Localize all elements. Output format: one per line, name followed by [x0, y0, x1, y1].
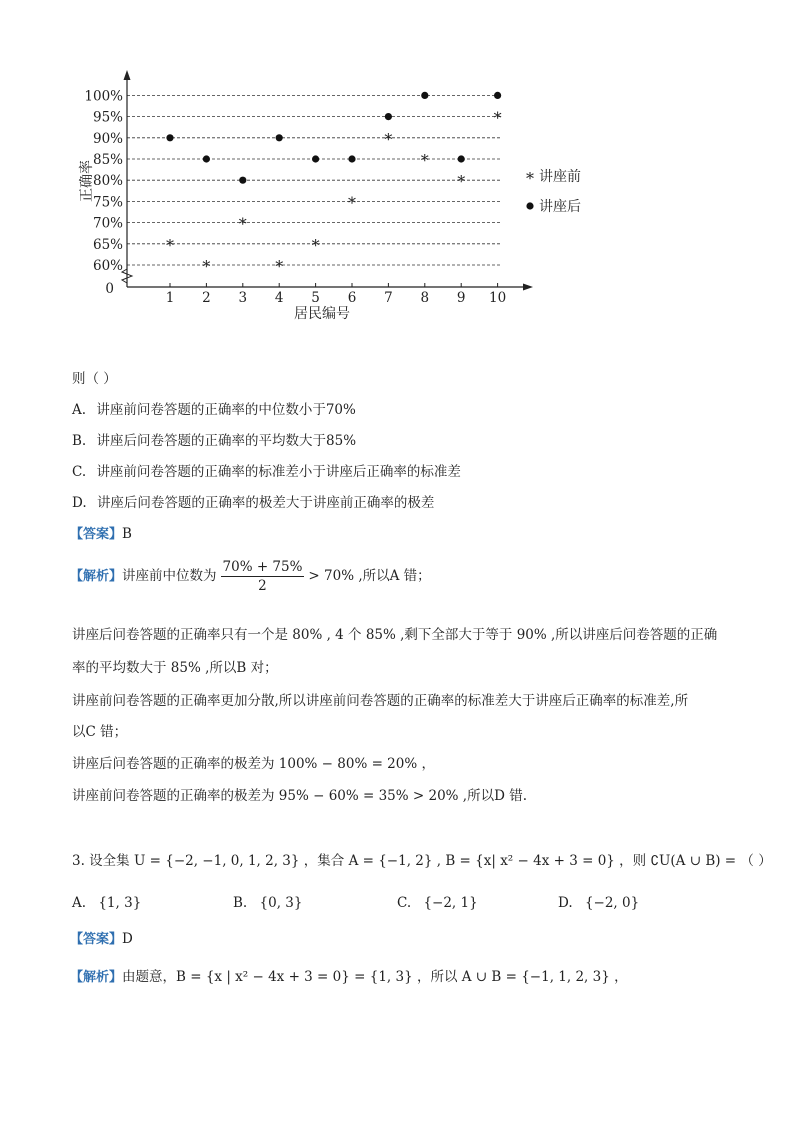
y-axis-arrow — [124, 70, 131, 80]
before-lecture-point: * — [166, 235, 174, 255]
option-text: 讲座后问卷答题的正确率的平均数大于85% — [96, 433, 357, 449]
after-lecture-point — [276, 134, 283, 141]
after-lecture-point — [166, 134, 173, 141]
fraction-denominator: 2 — [258, 578, 267, 594]
answer-value: D — [122, 931, 133, 947]
y-zero-label: 0 — [105, 281, 114, 297]
legend-before-marker: * — [526, 169, 534, 188]
q2-option-a — [72, 401, 356, 419]
x-tick-label: 5 — [311, 290, 320, 306]
x-axis-label: 居民编号 — [294, 306, 350, 322]
x-tick-label: 8 — [420, 290, 430, 306]
q3-option-d — [558, 894, 639, 912]
before-lecture-point: * — [202, 257, 211, 276]
y-tick-label: 95% — [92, 109, 123, 126]
q2-analysis-line-3a: 讲座前问卷答题的正确率更加分散,所以讲座前问卷答题的正确率的标准差大于讲座后正确率的标准差,所 — [72, 693, 689, 709]
option-text: {−2, 1} — [423, 895, 478, 911]
after-lecture-point — [421, 92, 428, 99]
q3-option-b — [233, 894, 302, 912]
analysis-text: > 70% ,所以A 错； — [308, 568, 431, 584]
option-letter: A. — [72, 895, 87, 911]
before-lecture-point: * — [311, 235, 320, 255]
option-letter: C. — [397, 895, 412, 911]
option-text: 讲座前问卷答题的正确率的中位数小于70% — [96, 402, 356, 418]
option-text: 讲座后问卷答题的正确率的极差大于讲座前正确率的极差 — [96, 495, 435, 511]
legend-after-label: 讲座后 — [539, 199, 581, 215]
before-lecture-point: * — [384, 129, 393, 149]
after-lecture-point — [385, 113, 392, 120]
q3-option-a — [72, 894, 141, 912]
y-tick-label: 75% — [92, 194, 123, 211]
option-text: {1, 3} — [98, 895, 142, 911]
x-tick-label: 6 — [347, 290, 357, 306]
option-text: {0, 3} — [259, 895, 303, 911]
y-tick-label: 90% — [92, 130, 123, 147]
before-lecture-point: * — [275, 257, 284, 276]
option-letter: B. — [233, 895, 248, 911]
y-tick-label: 70% — [92, 215, 123, 232]
answer-tag: 【答案】 — [70, 527, 123, 542]
answer-value: B — [122, 526, 132, 542]
before-lecture-point: * — [348, 193, 356, 213]
option-letter: B. — [72, 433, 87, 449]
q3-answer — [70, 930, 133, 949]
q2-analysis-line-4: 讲座后问卷答题的正确率的极差为 100% − 80% = 20% ， — [72, 756, 435, 772]
y-tick-label: 65% — [92, 236, 123, 253]
x-axis-arrow — [523, 284, 533, 291]
before-lecture-point: * — [238, 214, 247, 234]
x-tick-label: 10 — [489, 290, 507, 306]
q2-analysis-line-3b: 以C 错； — [72, 724, 128, 740]
q2-analysis-line-2b: 率的平均数大于 85% ,所以B 对； — [72, 660, 278, 676]
y-tick-label: 85% — [92, 152, 123, 168]
q3-stem: 3. 设全集 U = {−2, −1, 0, 1, 2, 3} ，集合 A = {−1, 2} , B = {x| x² − 4x + 3 = 0} ，则 ∁U(A ∪ B) = （ ） — [72, 853, 772, 869]
y-axis-label: 正确率 — [79, 160, 95, 202]
after-lecture-point — [494, 92, 501, 99]
fraction-numerator: 70% + 75% — [222, 559, 303, 575]
after-lecture-point — [239, 177, 246, 184]
y-tick-label: 80% — [92, 173, 123, 190]
q2-option-b — [72, 432, 356, 450]
analysis-text: 讲座前中位数为 — [122, 568, 217, 584]
x-tick-label: 9 — [456, 290, 466, 306]
q2-analysis-line-5: 讲座前问卷答题的正确率的极差为 95% − 60% = 35% > 20% ,所以D 错. — [72, 788, 527, 804]
q2-option-d — [72, 494, 434, 512]
q2-option-c — [72, 463, 461, 481]
option-letter: D. — [558, 895, 573, 911]
answer-tag: 【答案】 — [70, 932, 123, 947]
analysis-text: 由题意，B = {x | x² − 4x + 3 = 0} = {1, 3} ，所以 A ∪ B = {−1, 1, 2, 3} ， — [122, 969, 628, 985]
fraction — [221, 558, 305, 595]
x-tick-label: 1 — [165, 290, 175, 306]
x-tick-label: 3 — [238, 290, 248, 306]
analysis-tag: 【解析】 — [70, 970, 123, 985]
before-lecture-point: * — [457, 172, 466, 192]
before-lecture-point: * — [420, 151, 429, 170]
y-tick-label: 100% — [84, 88, 123, 105]
q3-analysis — [70, 968, 628, 987]
option-text: 讲座前问卷答题的正确率的标准差小于讲座后正确率的标准差 — [96, 464, 461, 480]
after-lecture-point — [348, 155, 355, 162]
option-letter: A. — [72, 402, 87, 418]
analysis-tag: 【解析】 — [70, 569, 123, 584]
x-tick-label: 7 — [384, 290, 393, 306]
before-lecture-point: * — [493, 108, 502, 128]
legend-before-label: 讲座前 — [539, 169, 581, 185]
question-prompt: 则（ ） — [72, 371, 117, 387]
q2-answer — [70, 525, 132, 544]
q2-analysis-line-1 — [70, 558, 431, 595]
x-tick-label: 4 — [274, 290, 284, 306]
q3-option-c — [397, 894, 478, 912]
after-lecture-point — [312, 155, 319, 162]
option-text: {−2, 0} — [584, 895, 640, 911]
option-letter: C. — [72, 464, 87, 480]
after-lecture-point — [458, 155, 465, 162]
x-tick-label: 2 — [202, 290, 211, 306]
q2-analysis-line-2a: 讲座后问卷答题的正确率只有一个是 80% , 4 个 85% ,剩下全部大于等于 90% ,所以讲座后问卷答题的正确 — [72, 627, 718, 643]
after-lecture-point — [203, 155, 210, 162]
y-tick-label: 60% — [92, 258, 123, 274]
accuracy-scatter-chart — [0, 0, 794, 330]
legend-after-marker — [526, 202, 533, 209]
option-letter: D. — [72, 495, 87, 511]
